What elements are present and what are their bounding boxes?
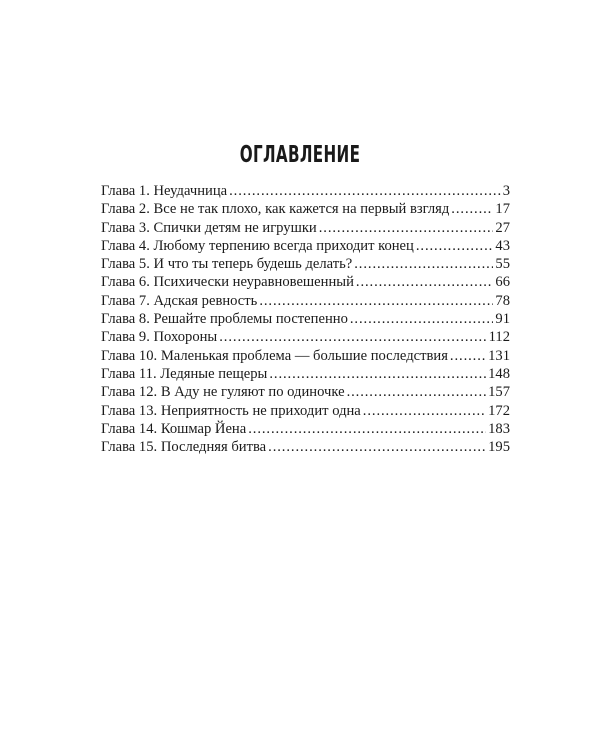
dot-leader [347,384,487,401]
toc-entry-page: 157 [488,384,510,401]
toc-entry-title: Глава 13. Неприятность не приходит одна [101,402,361,419]
dot-leader [268,439,486,456]
toc-entry[interactable] [101,256,510,274]
dot-leader [229,183,501,200]
toc-entry-title: Глава 7. Адская ревность [101,292,258,309]
toc-entry-page: 195 [488,439,510,456]
toc-entry[interactable] [101,238,510,256]
toc-entry-title: Глава 11. Ледяные пещеры [101,365,268,382]
toc-entry[interactable] [101,403,510,421]
toc-entry-page: 131 [488,347,510,364]
dot-leader [219,329,486,346]
toc-entry-page: 112 [488,329,510,346]
toc-entry-page: 55 [495,256,510,273]
toc-entry-title: Глава 15. Последняя битва [101,439,267,456]
toc-entry-page: 172 [488,402,510,419]
toc-entry[interactable] [101,183,510,201]
toc-entry-page: 91 [495,311,510,328]
dot-leader [416,238,494,255]
dot-leader [319,220,494,237]
toc-entry[interactable] [101,348,510,366]
toc-entry[interactable] [101,293,510,311]
toc-entry-title: Глава 9. Похороны [101,329,218,346]
toc-entry-page: 3 [502,183,510,199]
dot-leader [450,348,486,365]
dot-leader [350,311,494,328]
toc-entry-title: Глава 1. Неудачница [101,183,228,199]
toc-entry-title: Глава 10. Маленькая проблема — большие последствия [101,347,448,364]
toc-entry[interactable] [101,366,510,384]
dot-leader [451,201,493,218]
toc-entry-title: Глава 2. Все не так плохо, как кажется на первый взгляд [101,201,450,218]
toc-entry-page: 27 [495,219,510,236]
toc-entry-page: 148 [488,365,510,382]
toc-entry-page: 78 [495,292,510,309]
toc-entry-title: Глава 14. Кошмар Йена [101,420,247,437]
toc-entry[interactable] [101,274,510,292]
toc-entry-page: 183 [488,420,510,437]
dot-leader [354,256,493,273]
dot-leader [356,274,494,291]
dot-leader [269,366,486,383]
dot-leader [259,293,493,310]
toc-entry-title: Глава 5. И что ты теперь будешь делать? [101,256,353,273]
toc-list [101,183,510,457]
toc-entry[interactable] [101,311,510,329]
toc-entry-title: Глава 3. Спички детям не игрушки [101,219,317,236]
dot-leader [363,403,486,420]
toc-entry-title: Глава 12. В Аду не гуляют по одиночке [101,384,345,401]
toc-entry[interactable] [101,329,510,347]
toc-entry[interactable] [101,201,510,219]
dot-leader [248,421,486,438]
toc-heading: ОГЛАВЛЕНИЕ [239,142,361,168]
toc-entry[interactable] [101,421,510,439]
toc-entry-page: 17 [495,201,510,218]
toc-entry[interactable] [101,439,510,457]
toc-entry[interactable] [101,384,510,402]
toc-entry-page: 43 [495,237,510,254]
toc-entry[interactable] [101,220,510,238]
toc-entry-title: Глава 4. Любому терпению всегда приходит конец [101,237,414,254]
toc-entry-page: 66 [495,274,510,291]
toc-entry-title: Глава 8. Решайте проблемы постепенно [101,311,348,328]
toc-entry-title: Глава 6. Психически неуравновешенный [101,274,354,291]
